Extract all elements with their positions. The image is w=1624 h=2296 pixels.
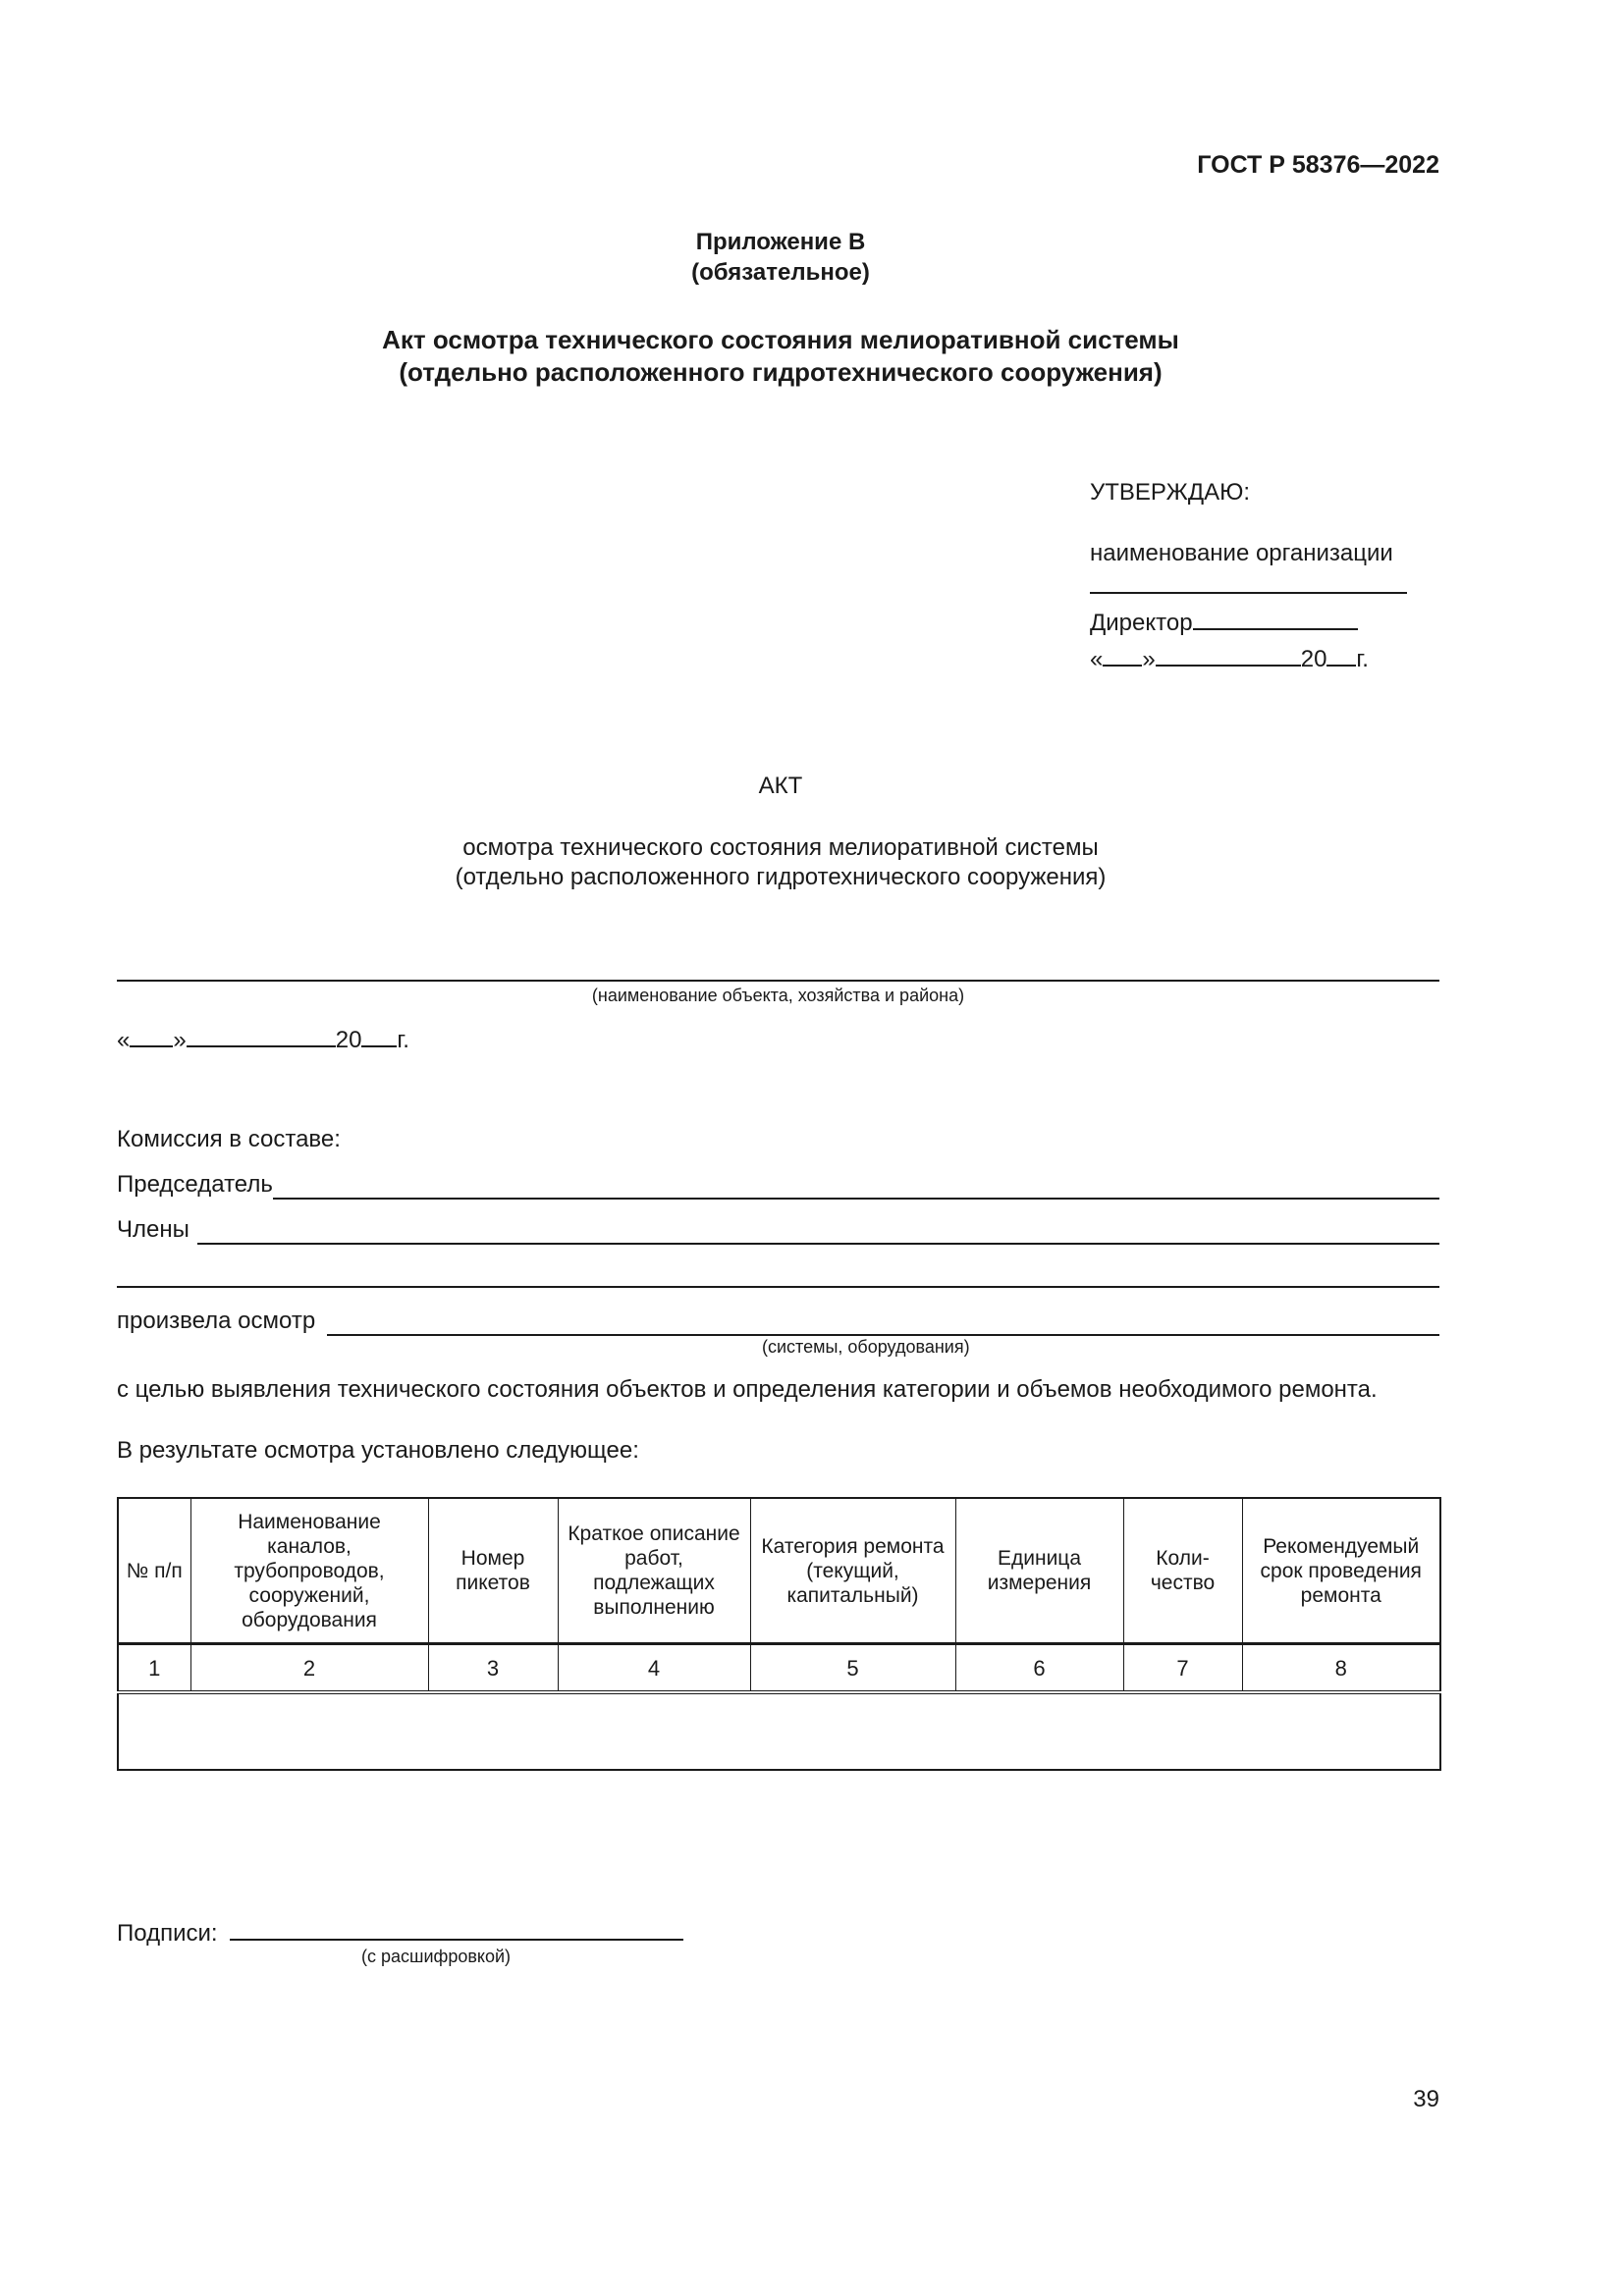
approval-title: УТВЕРЖДАЮ: bbox=[1090, 479, 1250, 506]
act-date-open-quote: « bbox=[117, 1027, 131, 1053]
commission-intro: Комиссия в составе: bbox=[117, 1126, 341, 1152]
col-number-cell: 8 bbox=[1242, 1644, 1440, 1693]
members-line-2[interactable] bbox=[117, 1286, 1439, 1288]
inspected-line[interactable] bbox=[327, 1310, 1439, 1336]
repair-table bbox=[117, 1497, 1441, 1771]
approval-date-year-suffix: г. bbox=[1356, 646, 1369, 672]
inspected-label: произвела осмотр bbox=[117, 1308, 316, 1334]
signatures-caption: (с расшифровкой) bbox=[361, 1947, 512, 1966]
col-number-cell: 5 bbox=[750, 1644, 955, 1693]
act-date-year-prefix: 20 bbox=[335, 1027, 362, 1053]
col-header-quantity: Коли-чество bbox=[1123, 1498, 1242, 1644]
col-header-unit: Единица измерения bbox=[955, 1498, 1123, 1644]
members-label: Члены bbox=[117, 1216, 189, 1243]
members-line-1[interactable] bbox=[197, 1219, 1439, 1245]
page-number: 39 bbox=[1413, 2086, 1439, 2112]
approval-date-year-prefix: 20 bbox=[1300, 646, 1327, 672]
approval-director-row bbox=[1090, 607, 1358, 638]
table-entry-cell[interactable] bbox=[118, 1692, 1440, 1770]
act-date-year-line[interactable] bbox=[361, 1024, 397, 1047]
chairman-row bbox=[117, 1170, 1439, 1200]
col-number-cell: 3 bbox=[428, 1644, 558, 1693]
signatures-label: Подписи: bbox=[117, 1920, 218, 1947]
col-header-work-description: Краткое описание работ, подлежащих выполнению bbox=[558, 1498, 750, 1644]
act-date-close-quote: » bbox=[173, 1027, 187, 1053]
approval-date-year-line[interactable] bbox=[1326, 643, 1356, 667]
approval-org-line[interactable] bbox=[1090, 592, 1407, 594]
approval-date-open-quote: « bbox=[1090, 646, 1104, 672]
col-number-cell: 7 bbox=[1123, 1644, 1242, 1693]
col-number-cell: 6 bbox=[955, 1644, 1123, 1693]
act-date-row bbox=[117, 1024, 409, 1055]
appendix-status: (обязательное) bbox=[691, 259, 870, 286]
table-column-numbers-row bbox=[118, 1644, 1440, 1693]
col-header-repair-category: Категория ремонта (текущий, капитальный) bbox=[750, 1498, 955, 1644]
act-date-year-suffix: г. bbox=[397, 1027, 409, 1053]
approval-org-label: наименование организации bbox=[1090, 540, 1393, 566]
col-header-repair-term: Рекомендуемый срок проведения ремонта bbox=[1242, 1498, 1440, 1644]
standard-number: ГОСТ Р 58376—2022 bbox=[1197, 151, 1439, 179]
appendix-heading-line1: Акт осмотра технического состояния мелиоративной системы bbox=[382, 325, 1179, 354]
appendix-heading-line2: (отдельно расположенного гидротехнического сооружения) bbox=[399, 357, 1163, 387]
col-header-picket: Номер пикетов bbox=[428, 1498, 558, 1644]
result-text: В результате осмотра установлено следующее: bbox=[117, 1437, 639, 1464]
act-title: АКТ bbox=[758, 773, 803, 799]
approval-date-close-quote: » bbox=[1142, 646, 1156, 672]
chairman-label: Председатель bbox=[117, 1171, 273, 1198]
act-subtitle-line1: осмотра технического состояния мелиоративной системы bbox=[462, 834, 1099, 861]
act-date-month-line[interactable] bbox=[187, 1024, 336, 1047]
signatures-line[interactable] bbox=[230, 1917, 683, 1941]
approval-date-day-line[interactable] bbox=[1103, 643, 1142, 667]
col-number-cell: 1 bbox=[118, 1644, 190, 1693]
table-entry-row[interactable] bbox=[118, 1692, 1440, 1770]
approval-date-row bbox=[1090, 643, 1369, 674]
col-number-cell: 2 bbox=[190, 1644, 428, 1693]
col-number-cell: 4 bbox=[558, 1644, 750, 1693]
act-date-day-line[interactable] bbox=[130, 1024, 173, 1047]
purpose-text: с целью выявления технического состояния объектов и определения категории и объемов необходимого ремонта. bbox=[117, 1376, 1378, 1403]
director-signature-line[interactable] bbox=[1193, 607, 1358, 630]
inspected-caption: (системы, оборудования) bbox=[762, 1337, 970, 1357]
appendix-title: Приложение В bbox=[695, 229, 866, 255]
table-header-row bbox=[118, 1498, 1440, 1644]
approval-director-label: Директор bbox=[1090, 610, 1193, 636]
signatures-row bbox=[117, 1917, 683, 1949]
chairman-line[interactable] bbox=[273, 1174, 1439, 1200]
object-name-line[interactable] bbox=[117, 980, 1439, 982]
col-header-object-name: Наименование каналов, трубопроводов, сооружений, оборудования bbox=[190, 1498, 428, 1644]
inspected-row bbox=[117, 1307, 1439, 1336]
object-name-caption: (наименование объекта, хозяйства и района) bbox=[591, 986, 965, 1005]
col-header-number: № п/п bbox=[118, 1498, 190, 1644]
act-subtitle-line2: (отдельно расположенного гидротехнического сооружения) bbox=[455, 864, 1107, 890]
approval-date-month-line[interactable] bbox=[1156, 643, 1301, 667]
members-row bbox=[117, 1215, 1439, 1245]
